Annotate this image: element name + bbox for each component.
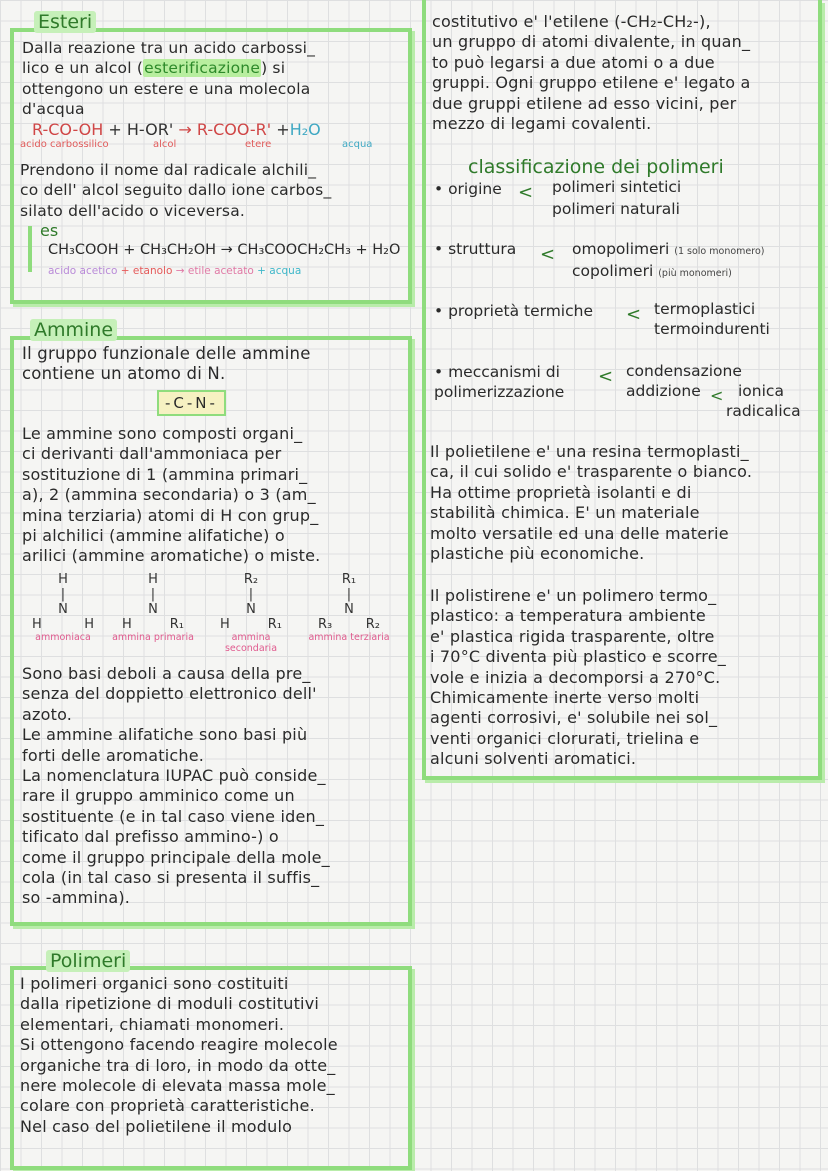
line: mina terziaria) atomi di H con grup_: [22, 505, 319, 525]
line: molto versatile ed una delle materie: [430, 523, 729, 543]
class-meccanismi-item: condensazione: [626, 362, 742, 380]
line: Ha ottime proprietà isolanti e di: [430, 482, 692, 502]
structure-secondaria: R₂ | N H R₁ ammina secondaria: [220, 572, 282, 654]
line: cola (in tal caso si presenta il suffis_: [22, 868, 320, 888]
line: Sono basi deboli a causa della pre_: [22, 664, 311, 683]
polimeri-paragraph: [20, 974, 404, 1137]
branch-arrow-icon: <: [710, 386, 724, 405]
line: Si ottengono facendo reagire molecole: [20, 1035, 338, 1055]
line: Le ammine sono composti organi_: [22, 424, 303, 443]
polimeri-title: Polimeri: [46, 950, 130, 972]
line: contiene un atomo di N.: [22, 364, 226, 384]
polistirene-paragraph: [430, 586, 814, 770]
line: agenti corrosivi, e' solubile nei sol_: [430, 708, 718, 728]
es-label: es: [40, 221, 59, 240]
line: mezzo di legami covalenti.: [432, 114, 652, 134]
line: organiche tra di loro, in modo da otte_: [20, 1055, 336, 1075]
line: rare il gruppo amminico come un: [22, 786, 295, 806]
line: Prendono il nome dal radicale alchili_: [20, 161, 317, 179]
class-origine: • origine: [434, 180, 502, 198]
structure-primaria: H | N H R₁ ammina primaria: [112, 572, 194, 643]
polietilene-paragraph: [430, 442, 814, 564]
line: I polimeri organici sono costituiti: [20, 974, 289, 993]
line: Chimicamente inerte verso molti: [430, 688, 700, 708]
line: i 70°C diventa più plastico e scorre_: [430, 647, 726, 667]
line: azoto.: [22, 704, 73, 724]
esterification-reaction: R-CO-OH + H-OR' → R-COO-R' +H₂O: [32, 120, 321, 139]
line: Il gruppo funzionale delle ammine: [22, 344, 311, 363]
class-meccanismi: • meccanismi di polimerizzazione: [434, 363, 565, 401]
line: Nel caso del polietilene il modulo: [20, 1116, 293, 1136]
line: costitutivo e' l'etilene (-CH₂-CH₂-),: [432, 12, 711, 31]
ammine-paragraph-2: [22, 424, 404, 567]
class-struttura-item: omopolimeri (1 solo monomero): [572, 240, 765, 258]
line: colare con proprietà caratteristiche.: [20, 1096, 315, 1116]
line: ci derivanti dall'ammoniaca per: [22, 444, 282, 464]
line: arilici (ammine aromatiche) o miste.: [22, 546, 321, 566]
ammine-paragraph-3: [22, 664, 404, 909]
structure-ammoniaca: H | N H H ammoniaca: [32, 572, 94, 643]
line: Le ammine alifatiche sono basi più: [22, 725, 308, 745]
line: forti delle aromatiche.: [22, 745, 205, 765]
line: vole e inizia a decomporsi a 270°C.: [430, 667, 721, 687]
line: silato dell'acido o viceversa.: [20, 201, 246, 220]
class-struttura-item: copolimeri (più monomeri): [572, 262, 732, 280]
line: La nomenclatura IUPAC può conside_: [22, 766, 326, 786]
line: to può legarsi a due atomi o a due: [432, 52, 715, 72]
amine-group-formula: -C-N-: [157, 390, 226, 416]
class-proprieta-item: termoplastici: [654, 300, 756, 318]
line: ottengono un estere e una molecola: [22, 79, 311, 98]
branch-arrow-icon: <: [598, 366, 614, 387]
line: come il gruppo principale della mole_: [22, 847, 330, 867]
line: sostituzione di 1 (ammina primari_: [22, 464, 308, 484]
line: gruppi. Ogni gruppo etilene e' legato a: [432, 73, 751, 93]
line: sostituente (e in tal caso viene iden_: [22, 806, 325, 826]
class-addizione-sub: ionica: [738, 382, 784, 400]
class-proprieta: • proprietà termiche: [434, 302, 593, 320]
branch-arrow-icon: <: [540, 244, 556, 265]
example-labels: acido acetico + etanolo → etile acetato + acqua: [48, 265, 302, 277]
line: so -ammina).: [22, 888, 131, 908]
class-meccanismi-item: addizione: [626, 382, 701, 400]
ammine-title: Ammine: [30, 319, 117, 341]
line: Dalla reazione tra un acido carbossi_: [22, 39, 316, 57]
line: alcuni solventi aromatici.: [430, 749, 637, 769]
line: nere molecole di elevata massa mole_: [20, 1076, 335, 1096]
line: stabilità chimica. E' un materiale: [430, 503, 700, 523]
classification-title: classificazione dei polimeri: [468, 156, 724, 178]
line: a), 2 (ammina secondaria) o 3 (am_: [22, 485, 316, 505]
esteri-paragraph-1: [22, 38, 402, 120]
polimeri-continuation: [432, 12, 812, 134]
example-equation: CH₃COOH + CH₃CH₂OH → CH₃COOCH₂CH₃ + H₂O: [48, 242, 401, 258]
line: e' plastica rigida trasparente, oltre: [430, 626, 715, 646]
class-origine-item: polimeri sintetici: [552, 178, 682, 196]
line: d'acqua: [22, 100, 85, 119]
line: Il polistirene e' un polimero termo_: [430, 586, 717, 605]
line: Il polietilene e' una resina termoplasti_: [430, 442, 749, 461]
structure-terziaria: R₁ | N R₃ R₂ ammina terziaria: [308, 572, 390, 643]
line: lico e un alcol (esterificazione) si: [22, 59, 286, 78]
ammine-paragraph-1: [22, 344, 402, 385]
line: ca, il cui solido e' trasparente o bianco.: [430, 462, 753, 482]
class-struttura: • struttura: [434, 240, 517, 258]
line: senza del doppietto elettronico dell': [22, 684, 317, 704]
line: elementari, chiamati monomeri.: [20, 1014, 285, 1034]
branch-arrow-icon: <: [626, 304, 642, 325]
class-origine-item: polimeri naturali: [552, 200, 680, 218]
line: dalla ripetizione di moduli costitutivi: [20, 994, 320, 1014]
example-bar: [28, 226, 32, 272]
line: tificato dal prefisso ammino-) o: [22, 827, 279, 847]
line: plastico: a temperatura ambiente: [430, 606, 706, 626]
class-proprieta-item: termoindurenti: [654, 320, 770, 338]
branch-arrow-icon: <: [518, 182, 534, 203]
line: due gruppi etilene ad esso vicini, per: [432, 93, 737, 113]
line: co dell' alcol seguito dallo ione carbos_: [20, 181, 332, 200]
esteri-paragraph-2: [20, 160, 404, 221]
line: plastiche più economiche.: [430, 544, 645, 564]
line: un gruppo di atomi divalente, in quan_: [432, 32, 751, 52]
class-addizione-sub: radicalica: [726, 402, 801, 420]
line: pi alchilici (ammine alifatiche) o: [22, 526, 285, 546]
esteri-title: Esteri: [34, 11, 96, 33]
line: venti organici clorurati, trielina e: [430, 728, 700, 748]
